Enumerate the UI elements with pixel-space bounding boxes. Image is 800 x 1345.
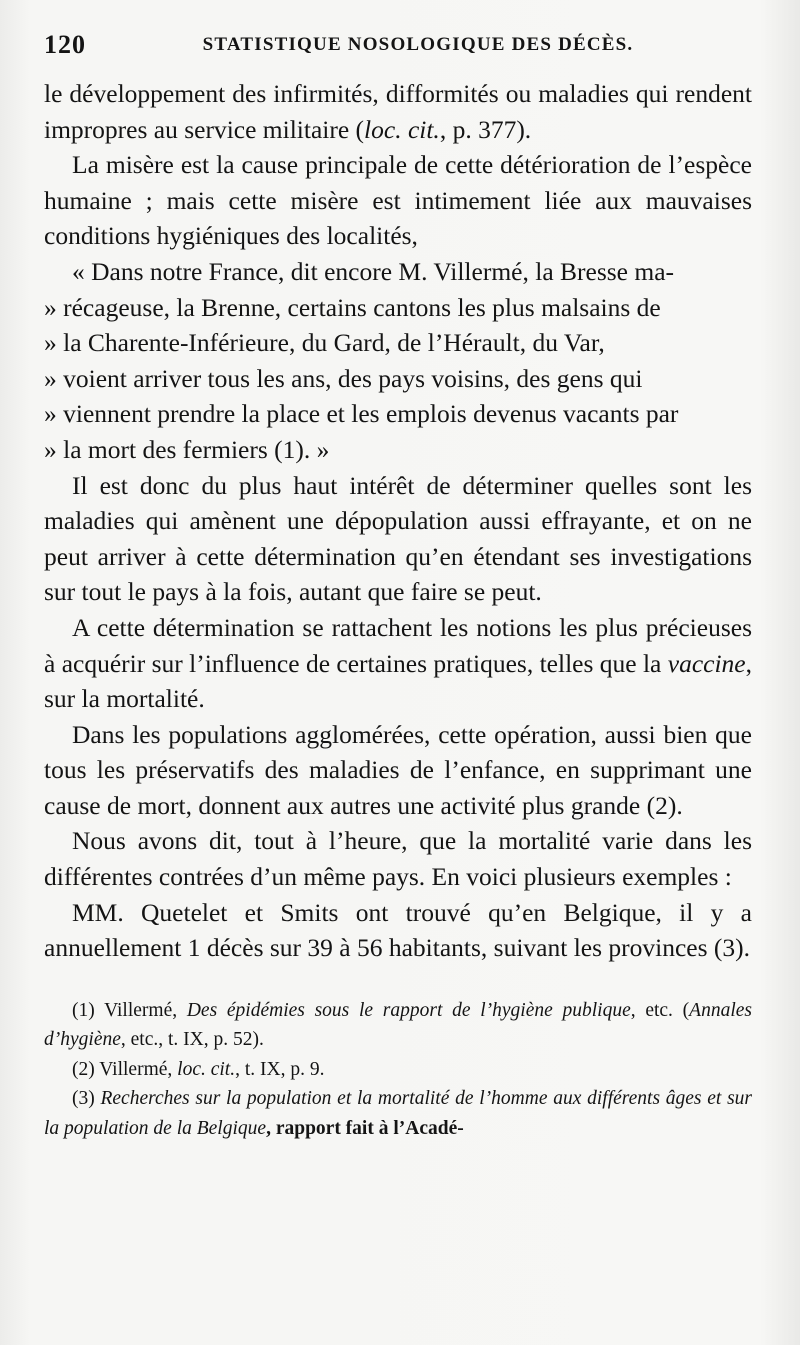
quote-line: » la mort des fermiers (1). » (44, 434, 330, 464)
paragraph: Nous avons dit, tout à l’heure, que la mortalité varie dans les différentes contrées d’un même pays. En voici plusieurs exemples : (44, 826, 752, 892)
emphasis: vaccine (667, 648, 746, 678)
footnote-3: (3) Recherches sur la population et la mortalité de l’homme aux différents âges et sur la population de la Belgique, rapport fait à l’Acadé- (44, 1088, 752, 1139)
footnotes (44, 996, 752, 1144)
paragraph: A cette détermination se rattachent les notions les plus précieuses à acquérir sur l’influence de certaines pratiques, telles que la vaccine, sur la mortalité. (44, 612, 752, 714)
page-number: 120 (44, 30, 86, 59)
main-text (44, 76, 752, 966)
footnote-1: (1) Villermé, Des épidémies sous le rapport de l’hygiène publique, etc. (Annales d’hygiène, etc., t. IX, p. 52). (44, 999, 752, 1051)
citation: loc. cit. (364, 114, 440, 144)
quotation (44, 254, 752, 468)
paragraph: MM. Quetelet et Smits ont trouvé qu’en Belgique, il y a annuellement 1 décès sur 39 à 56 habitants, suivant les provinces (3). (44, 897, 752, 963)
page-header (44, 30, 752, 76)
quote-line: » la Charente-Inférieure, du Gard, de l’Hérault, du Var, (44, 328, 605, 358)
paragraph: Dans les populations agglomérées, cette opération, aussi bien que tous les préservatifs des maladies de l’enfance, en supprimant une cause de mort, donnent aux autres une activité plus grande (2). (44, 719, 752, 820)
paragraph-continuation: le développement des infirmités, difformités ou maladies qui rendent impropres au service militaire (loc. cit., p. 377). (44, 79, 752, 144)
quote-line: » voient arriver tous les ans, des pays voisins, des gens qui (44, 363, 643, 393)
paragraph: La misère est la cause principale de cette détérioration de l’espèce humaine ; mais cette misère est intimement liée aux mauvaises conditions hygiéniques des localités, (44, 150, 752, 251)
quote-line: « Dans notre France, dit encore M. Villermé, la Bresse ma- (72, 256, 675, 286)
quote-line: » récageuse, la Brenne, certains cantons les plus malsains de (44, 292, 661, 322)
footnote-2: (2) Villermé, loc. cit., t. IX, p. 9. (72, 1058, 325, 1080)
running-title: STATISTIQUE NOSOLOGIQUE DES DÉCÈS. (202, 34, 634, 55)
paragraph: Il est donc du plus haut intérêt de déterminer quelles sont les maladies qui amènent une dépopulation aussi effrayante, et on ne peut arriver à cette détermination qu’en étendant ses investigations sur tout le pays à la fois, autant que faire se peut. (44, 470, 752, 607)
quote-line: » viennent prendre la place et les emplois devenus vacants par (44, 399, 679, 429)
